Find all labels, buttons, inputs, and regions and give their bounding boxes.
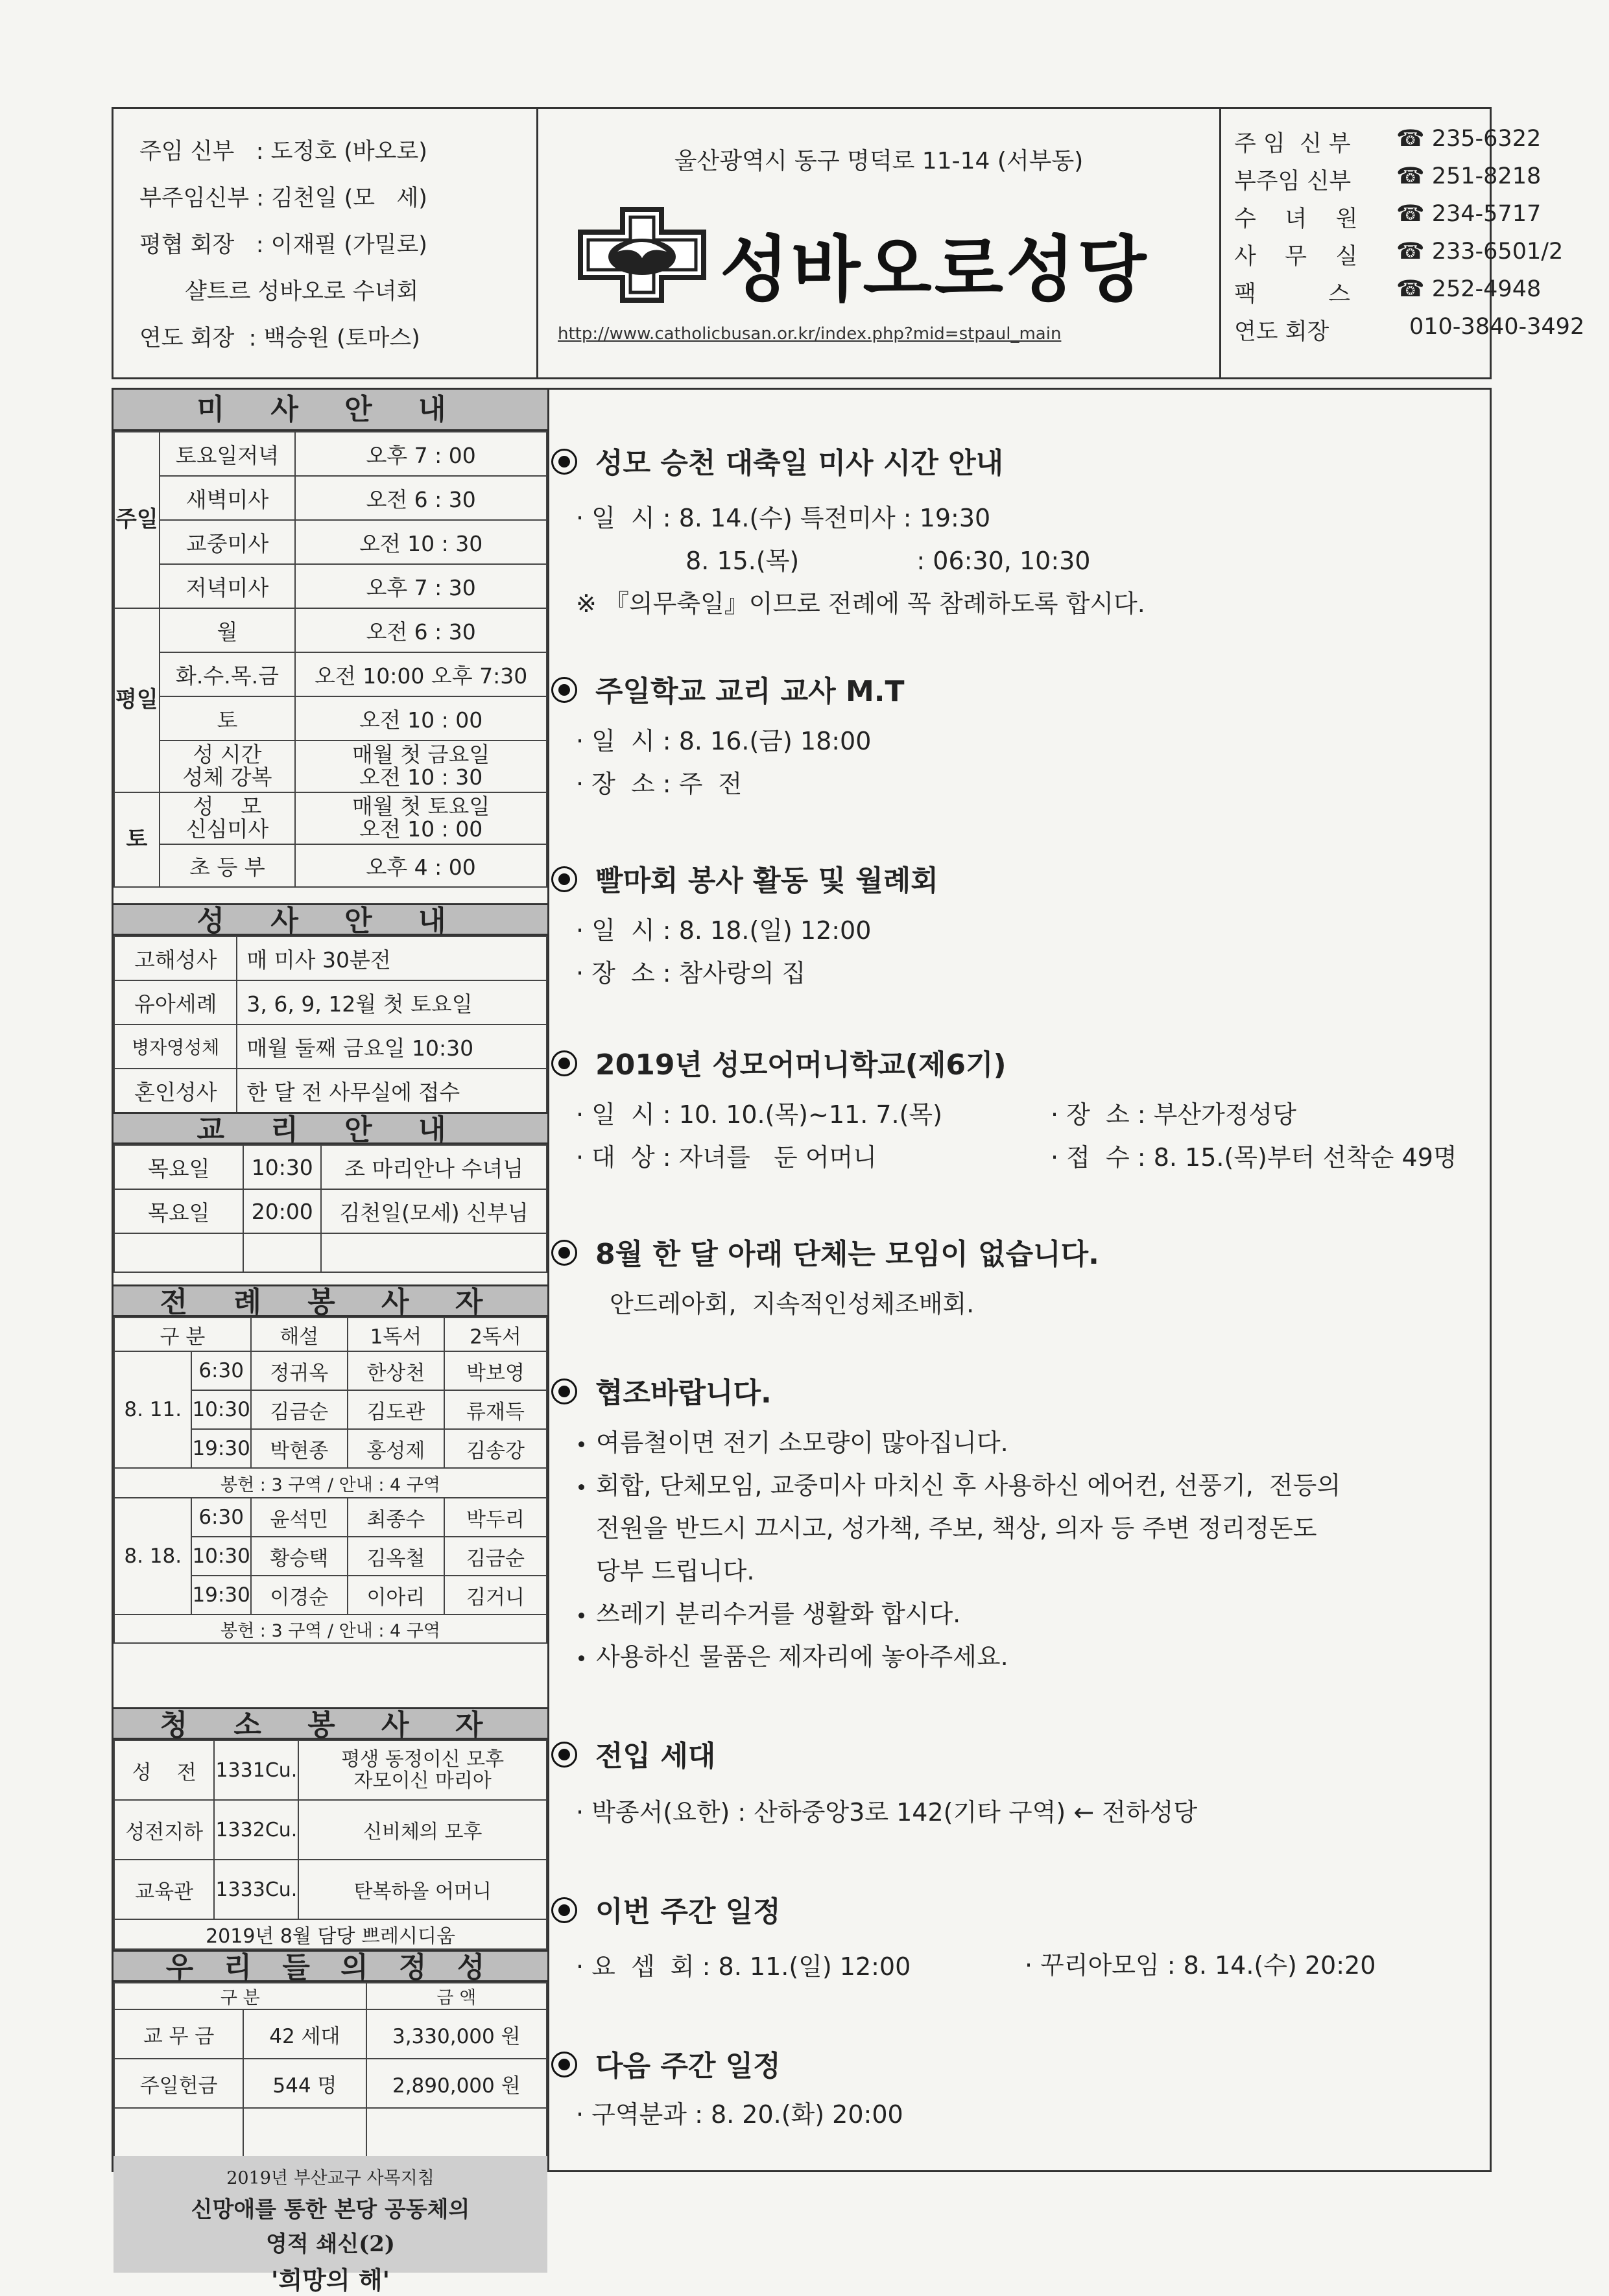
announcement-new-household: 전입 세대 · 박종서(요한) : 산하중앙3로 142(기타 구역) ← 전하성당 [551, 1733, 715, 1774]
contact-list [1221, 109, 1585, 377]
table-row: 토 성 모 신심미사 매월 첫 토요일 오전 10 : 00 [114, 792, 547, 844]
announcement-assumption: 성모 승천 대축일 미사 시간 안내 · 일 시 : 8. 14.(수) 특전미사 : 19:30 8. 15.(목) : 06:30, 10:30 ※ 『의무축일』이므로 전례에 꼭 참례하도록 합시다. [551, 440, 1003, 481]
council-president-line: 평협 회장 : 이재필 (가밀로) [139, 232, 427, 258]
bullseye-icon [551, 1742, 577, 1768]
bullseye-icon [551, 2052, 577, 2077]
announcement-this-week: 이번 주간 일정 · 요 셉 회 : 8. 11.(일) 12:00 · 꾸리아모임 : 8. 14.(수) 20:20 [551, 1888, 781, 1930]
announcement-title: 8월 한 달 아래 단체는 모임이 없습니다. [595, 1238, 1099, 1271]
announcement-mothers-school: 2019년 성모어머니학교(제6기) · 일 시 : 10. 10.(목)~11. 7.(목) · 대 상 : 자녀를 둔 어머니 · 장 소 : 부산가정성당 · 접 수 : 8. 15.(목)부터 선착순 49명 [551, 1041, 1007, 1083]
saturday-label: 토 [114, 792, 160, 887]
table-row: 봉헌 : 3 구역 / 안내 : 4 구역 [114, 1615, 547, 1643]
sunday-label: 주일 [114, 432, 160, 608]
bullseye-icon [551, 1240, 577, 1266]
offering-table [113, 1982, 547, 2158]
table-row: 2019년 8월 담당 쁘레시디움 [114, 1919, 547, 1949]
table-row: 교중미사 오전 10 : 30 [114, 520, 547, 564]
clergy-info [113, 109, 538, 377]
phone-number: ☎ 234-5717 [1396, 201, 1542, 227]
table-row: 토 오전 10 : 00 [114, 696, 547, 740]
contact-yeondo: 연도 회장 010-3840-3492 [1234, 314, 1585, 345]
announcement-title: 다음 주간 일정 [595, 2050, 781, 2083]
table-row: 8. 18. 6:30 윤석민 최종수 박두리 [114, 1498, 547, 1537]
table-row: 성 시간 성체 강복 매월 첫 금요일 오전 10 : 30 [114, 740, 547, 792]
offering-section-title: 우 리 들 의 정 성 [113, 1950, 547, 1982]
table-row: 저녁미사 오후 7 : 30 [114, 564, 547, 608]
table-row: 고해성사 매 미사 30분전 [114, 936, 547, 980]
table-row: 주일헌금 544 명 2,890,000 원 [114, 2059, 547, 2108]
table-row: 유아세례 3, 6, 9, 12월 첫 토요일 [114, 980, 547, 1024]
mass-table [113, 431, 547, 888]
bullet-icon [578, 1441, 584, 1447]
bullseye-icon [551, 449, 577, 475]
contact-convent: 수 녀 원 ☎ 234-5717 [1234, 201, 1542, 232]
sacrament-table [113, 936, 547, 1113]
phone-number: 010-3840-3492 [1409, 314, 1585, 340]
service-date: 8. 18. [114, 1498, 191, 1615]
announcement-title: 성모 승천 대축일 미사 시간 안내 [595, 447, 1004, 480]
cleaning-table [113, 1740, 547, 1950]
contact-assistant: 부주임 신부 ☎ 251-8218 [1234, 163, 1542, 195]
motto-line: 영적 쇄신(2) [265, 2231, 396, 2257]
announcement-teacher-mt: 주일학교 교리 교사 M.T · 일 시 : 8. 16.(금) 18:00 · 장 소 : 주 전 [551, 668, 905, 709]
service-date: 8. 11. [114, 1351, 191, 1468]
table-row: 초 등 부 오후 4 : 00 [114, 844, 547, 887]
bullseye-icon [551, 1050, 577, 1076]
table-row: 혼인성사 한 달 전 사무실에 접수 [114, 1069, 547, 1113]
bullet-icon [578, 1655, 584, 1661]
table-row: 목요일 20:00 김천일(모세) 신부님 [114, 1189, 547, 1233]
table-row: 새벽미사 오전 6 : 30 [114, 476, 547, 520]
table-row: 구 분 해설 1독서 2독서 [114, 1318, 547, 1351]
table-row: 성전지하 1332Cu. 신비체의 모후 [114, 1800, 547, 1860]
bullseye-icon [551, 866, 577, 892]
table-row: 봉헌 : 3 구역 / 안내 : 4 구역 [114, 1468, 547, 1498]
pastoral-motto [113, 2156, 547, 2295]
mass-section-title: 미 사 안 내 [113, 390, 547, 431]
announcement-next-week: 다음 주간 일정 · 구역분과 : 8. 20.(화) 20:00 [551, 2042, 781, 2084]
left-column [113, 390, 549, 2295]
convent-line: 샬트르 성바오로 수녀회 [185, 279, 419, 305]
table-row: 화.수.목.금 오전 10:00 오후 7:30 [114, 652, 547, 696]
table-row [114, 1233, 547, 1272]
church-title-block [538, 109, 1221, 377]
announcement-cooperation: 협조바랍니다. 여름철이면 전기 소모량이 많아집니다. 회합, 단체모임, 교중미사 마치신 후 사용하신 에어컨, 선풍기, 전등의 전원을 반드시 끄시고, 성가책, 주보, 책상, 의자 등 주변 정리정돈도 당부 드립니다. 쓰레기 분리수거를 생활화 합시다. 사용하신 물품은 제자리에 놓아주세요. [551, 1369, 772, 1411]
table-row: 교육관 1333Cu. 탄복하올 어머니 [114, 1860, 547, 1919]
announcement-palma: 빨마회 봉사 활동 및 월례회 · 일 시 : 8. 18.(일) 12:00 · 장 소 : 참사랑의 집 [551, 857, 938, 899]
yeondo-president-line: 연도 회장 : 백승원 (토마스) [139, 325, 420, 351]
announcement-title: 2019년 성모어머니학교(제6기) [595, 1048, 1007, 1082]
doctrine-section-title: 교 리 안 내 [113, 1112, 547, 1144]
table-row: 10:30 김금순 김도관 류재득 [114, 1390, 547, 1429]
table-row: 교 무 금 42 세대 3,330,000 원 [114, 2009, 547, 2059]
bullseye-icon [551, 677, 577, 703]
church-name: 성바오로성당 [720, 228, 1149, 311]
table-row: 성 전 1331Cu. 평생 동정이신 모후 자모이신 마리아 [114, 1740, 547, 1800]
table-row: 구 분 금 액 [114, 1983, 547, 2009]
phone-number: ☎ 252-4948 [1396, 276, 1542, 302]
table-row [114, 2108, 547, 2157]
assistant-pastor-line: 부주임신부 : 김천일 (모 세) [139, 185, 427, 211]
table-row: 병자영성체 매월 둘째 금요일 10:30 [114, 1024, 547, 1069]
announcement-no-meetings: 8월 한 달 아래 단체는 모임이 없습니다. 안드레아회, 지속적인성체조배회. [551, 1231, 1099, 1272]
table-row: 목요일 10:30 조 마리안나 수녀님 [114, 1145, 547, 1189]
header-box [112, 107, 1585, 379]
contact-fax: 팩 스 ☎ 252-4948 [1234, 276, 1542, 307]
church-emblem-icon [577, 206, 707, 303]
church-logo [577, 206, 1187, 310]
announcement-title: 이번 주간 일정 [595, 1895, 781, 1928]
church-address: 울산광역시 동구 명덕로 11-14 (서부동) [674, 148, 1084, 174]
table-row: 19:30 박현종 홍성제 김송강 [114, 1429, 547, 1468]
table-row: 평일 월 오전 6 : 30 [114, 608, 547, 652]
bullseye-icon [551, 1379, 577, 1404]
doctrine-table [113, 1144, 547, 1273]
liturgy-table [113, 1317, 547, 1644]
phone-number: ☎ 251-8218 [1396, 163, 1542, 189]
table-row: 8. 11. 6:30 정귀옥 한상천 박보영 [114, 1351, 547, 1390]
table-row: 10:30 황승택 김옥철 김금순 [114, 1537, 547, 1576]
announcement-title: 전입 세대 [595, 1740, 716, 1773]
bullet-icon [578, 1484, 584, 1490]
liturgy-section-title: 전 례 봉 사 자 [113, 1284, 547, 1317]
bulletin-body [112, 388, 1492, 2295]
table-row: 주일 토요일저녁 오후 7 : 00 [114, 432, 547, 476]
cleaning-section-title: 청 소 봉 사 자 [113, 1707, 547, 1740]
contact-pastor: 주 임 신 부 ☎ 235-6322 [1234, 126, 1542, 157]
announcement-title: 협조바랍니다. [595, 1377, 772, 1410]
sacrament-section-title: 성 사 안 내 [113, 903, 547, 936]
bullet-icon [578, 1613, 584, 1618]
church-website-link[interactable]: http://www.catholicbusan.or.kr/index.php?mid=stpaul_main [558, 324, 1062, 344]
announcement-title: 주일학교 교리 교사 M.T [595, 675, 905, 708]
table-row: 19:30 이경순 이아리 김거니 [114, 1576, 547, 1615]
announcement-title: 빨마회 봉사 활동 및 월례회 [595, 864, 938, 897]
motto-theme: '희망의 해' [270, 2266, 390, 2295]
phone-number: ☎ 235-6322 [1396, 126, 1542, 152]
motto-line: 신망애를 통한 본당 공동체의 [191, 2197, 470, 2223]
weekday-label: 평일 [114, 608, 160, 792]
phone-number: ☎ 233-6501/2 [1396, 239, 1564, 265]
motto-subtitle: 2019년 부산교구 사목지침 [226, 2168, 435, 2188]
bullseye-icon [551, 1897, 577, 1923]
contact-office: 사 무 실 ☎ 233-6501/2 [1234, 239, 1564, 270]
pastor-line: 주임 신부 : 도정호 (바오로) [139, 139, 427, 165]
